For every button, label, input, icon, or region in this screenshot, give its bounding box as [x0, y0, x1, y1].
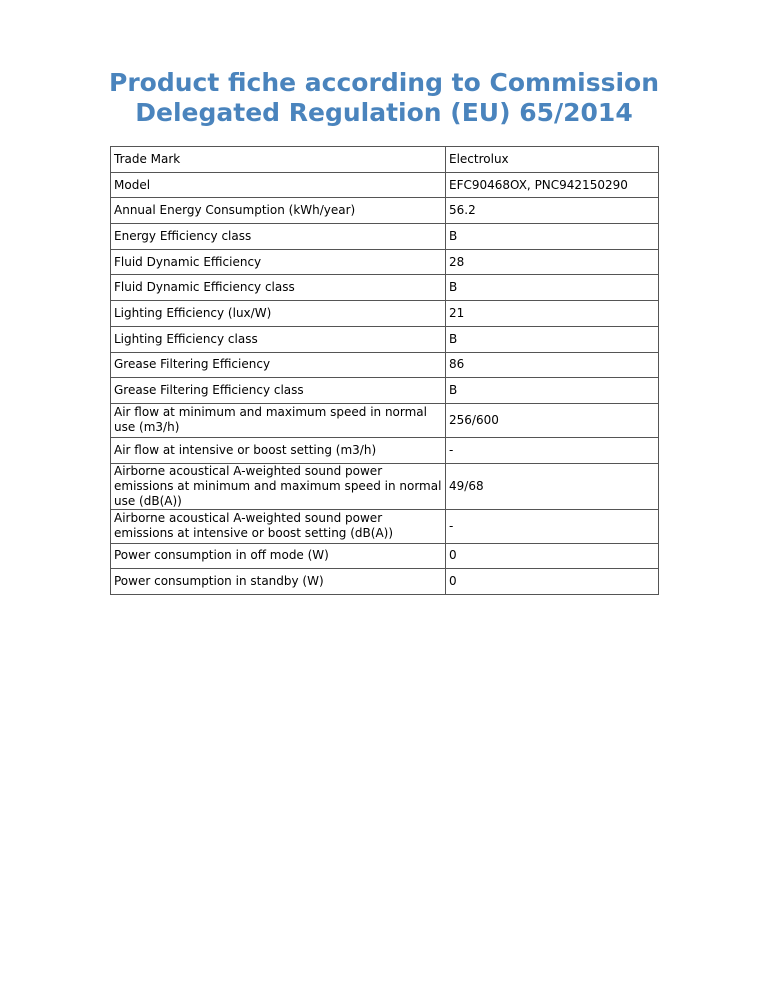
row-label: Power consumption in standby (W)	[111, 569, 446, 595]
row-label: Fluid Dynamic Efficiency class	[111, 275, 446, 301]
table-row	[111, 275, 659, 301]
table-row	[111, 569, 659, 595]
row-value: 0	[446, 569, 659, 595]
row-label: Air flow at minimum and maximum speed in normal use (m3/h)	[111, 403, 446, 437]
table-row	[111, 378, 659, 404]
row-label: Grease Filtering Efficiency	[111, 352, 446, 378]
row-label: Model	[111, 172, 446, 198]
table-row	[111, 437, 659, 463]
row-value: EFC90468OX, PNC942150290	[446, 172, 659, 198]
row-value: Electrolux	[446, 147, 659, 173]
table-row	[111, 403, 659, 437]
row-label: Airborne acoustical A-weighted sound power emissions at intensive or boost setting (dB(A))	[111, 509, 446, 543]
table-row	[111, 147, 659, 173]
row-value: -	[446, 437, 659, 463]
row-label: Power consumption in off mode (W)	[111, 543, 446, 569]
row-label: Grease Filtering Efficiency class	[111, 378, 446, 404]
row-value: B	[446, 378, 659, 404]
row-value: 28	[446, 249, 659, 275]
table-row	[111, 463, 659, 509]
table-row	[111, 224, 659, 250]
row-value: B	[446, 326, 659, 352]
table-row	[111, 509, 659, 543]
table-row	[111, 249, 659, 275]
row-value: 49/68	[446, 463, 659, 509]
document-title: Product fiche according to Commission Delegated Regulation (EU) 65/2014	[109, 68, 659, 127]
row-value: B	[446, 224, 659, 250]
row-label: Lighting Efficiency class	[111, 326, 446, 352]
row-label: Lighting Efficiency (lux/W)	[111, 301, 446, 327]
table-row	[111, 301, 659, 327]
table-row	[111, 352, 659, 378]
table-row	[111, 326, 659, 352]
row-value: -	[446, 509, 659, 543]
row-value: B	[446, 275, 659, 301]
row-label: Air flow at intensive or boost setting (m3/h)	[111, 437, 446, 463]
row-value: 86	[446, 352, 659, 378]
row-value: 256/600	[446, 403, 659, 437]
row-label: Energy Efficiency class	[111, 224, 446, 250]
row-label: Annual Energy Consumption (kWh/year)	[111, 198, 446, 224]
row-value: 0	[446, 543, 659, 569]
table-row	[111, 172, 659, 198]
row-label: Airborne acoustical A-weighted sound power emissions at minimum and maximum speed in normal use (dB(A))	[111, 463, 446, 509]
product-fiche-table	[110, 146, 659, 595]
row-label: Fluid Dynamic Efficiency	[111, 249, 446, 275]
row-value: 21	[446, 301, 659, 327]
row-label: Trade Mark	[111, 147, 446, 173]
table-row	[111, 198, 659, 224]
row-value: 56.2	[446, 198, 659, 224]
table-row	[111, 543, 659, 569]
